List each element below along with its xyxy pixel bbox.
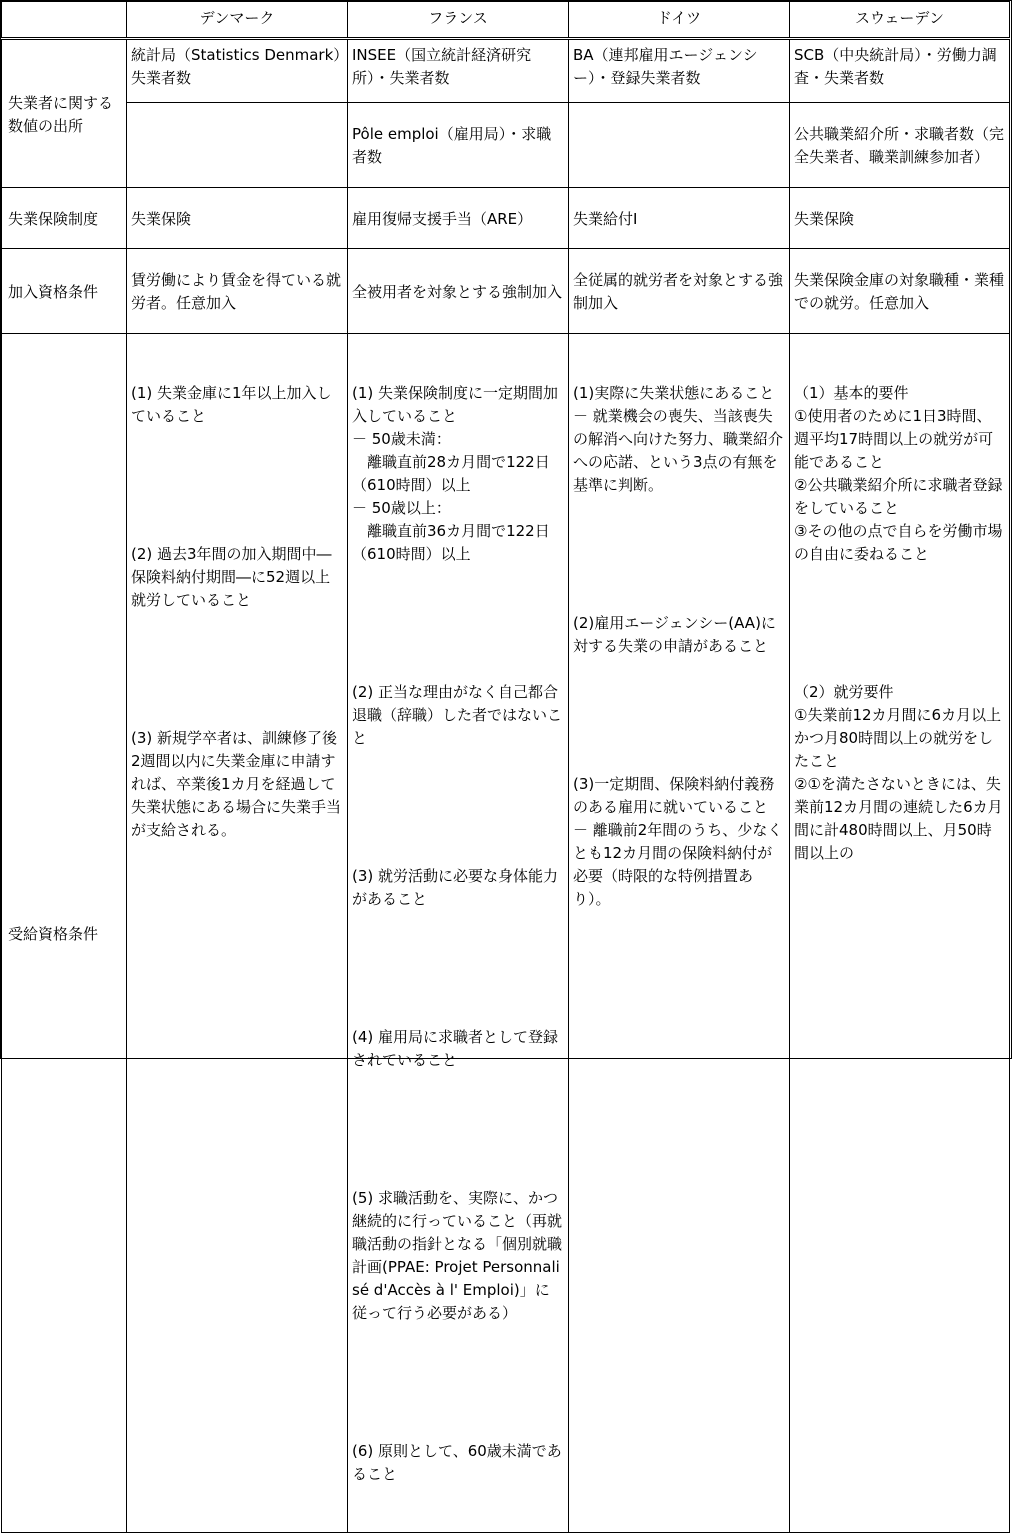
cell-insurance-germany: 失業給付Ⅰ [569, 188, 790, 249]
header-germany: ドイツ [569, 2, 790, 39]
row-label-benefit: 受給資格条件 [2, 334, 127, 1533]
cell-source-sweden-a: SCB（中央統計局）・労働力調査・失業者数 [790, 39, 1010, 103]
cell-enrollment-france: 全被用者を対象とする強制加入 [348, 249, 569, 334]
benefit-france-item: (5) 求職活動を、実際に、かつ継続的に行っていること（再就職活動の指針となる「個別就職計画(PPAE: Projet Personnalisé d'Accès à l' Emploi)」に従って行う必要がある） [352, 1189, 563, 1322]
benefit-sweden-item: （2）就労要件 ①失業前12カ月間に6カ月以上かつ月80時間以上の就労をしたこと ②①を満たさないときには、失業前12カ月間の連続した6カ月間に計480時間以上、月50時間以上の [794, 683, 1003, 862]
cell-source-france-b: Pôle emploi（雇用局）・求職者数 [348, 103, 569, 188]
benefit-france-item: (3) 就労活動に必要な身体能力があること [352, 867, 559, 908]
benefit-france-item: (1) 失業保険制度に一定期間加入していること － 50歳未満： 離職直前28カ月間で122日（610時間）以上 － 50歳以上： 離職直前36カ月間で122日（610時間）以上 [352, 384, 559, 563]
header-corner-cell [2, 2, 127, 39]
benefit-denmark-item: (1) 失業金庫に1年以上加入していること [131, 384, 332, 425]
row-label-source: 失業者に関する数値の出所 [2, 39, 127, 188]
table-row-enrollment [2, 249, 1010, 334]
unemployment-insurance-comparison-table [1, 1, 1010, 1533]
cell-source-france-a: INSEE（国立統計経済研究所）・失業者数 [348, 39, 569, 103]
cell-insurance-sweden: 失業保険 [790, 188, 1010, 249]
cell-benefit-denmark [127, 334, 348, 1533]
cell-source-denmark-b [127, 103, 348, 188]
cell-enrollment-germany: 全従属的就労者を対象とする強制加入 [569, 249, 790, 334]
cell-source-germany-b [569, 103, 790, 188]
row-label-enrollment: 加入資格条件 [2, 249, 127, 334]
benefit-france-item: (4) 雇用局に求職者として登録されていること [352, 1028, 559, 1069]
cell-source-germany: BA（連邦雇用エージェンシー）・登録失業者数 [569, 39, 790, 103]
table-row-benefit [2, 334, 1010, 1533]
benefit-denmark-item: (3) 新規学卒者は、訓練修了後2週間以内に失業金庫に申請すれば、卒業後1カ月を経過して失業状態にある場合に失業手当が支給される。 [131, 729, 342, 839]
cell-benefit-france [348, 334, 569, 1533]
cell-benefit-sweden [790, 334, 1010, 1533]
cell-insurance-denmark: 失業保険 [127, 188, 348, 249]
benefit-germany-item: (3)一定期間、保険料納付義務のある雇用に就いていること － 離職前2年間のうち、少なくとも12カ月間の保険料納付が必要（時限的な特例措置あり）。 [573, 775, 783, 908]
benefit-germany-item: (2)雇用エージェンシー(AA)に対する失業の申請があること [573, 614, 776, 655]
benefit-france-item: (6) 原則として、60歳未満であること [352, 1442, 562, 1483]
table-row-insurance [2, 188, 1010, 249]
header-france: フランス [348, 2, 569, 39]
benefit-denmark-item: (2) 過去3年間の加入期間中―保険料納付期間―に52週以上就労していること [131, 545, 332, 609]
cell-insurance-france: 雇用復帰支援手当（ARE） [348, 188, 569, 249]
table-row-source-b [2, 103, 1010, 188]
header-denmark: デンマーク [127, 2, 348, 39]
header-row [2, 2, 1010, 39]
cell-source-denmark: 統計局（Statistics Denmark）失業者数 [127, 39, 348, 103]
cell-benefit-germany [569, 334, 790, 1533]
cell-enrollment-sweden: 失業保険金庫の対象職種・業種での就労。任意加入 [790, 249, 1010, 334]
table-row-source-a [2, 39, 1010, 103]
cell-enrollment-denmark: 賃労働により賃金を得ている就労者。任意加入 [127, 249, 348, 334]
row-label-insurance: 失業保険制度 [2, 188, 127, 249]
header-sweden: スウェーデン [790, 2, 1010, 39]
benefit-france-item: (2) 正当な理由がなく自己都合退職（辞職）した者ではないこと [352, 683, 563, 747]
benefit-germany-item: (1)実際に失業状態にあること － 就業機会の喪失、当該喪失の解消へ向けた努力、職業紹介への応諾、という3点の有無を基準に判断。 [573, 384, 784, 494]
cell-source-sweden-b: 公共職業紹介所・求職者数（完全失業者、職業訓練参加者） [790, 103, 1010, 188]
benefit-sweden-item: （1）基本的要件 ①使用者のために1日3時間、週平均17時間以上の就労が可能であること ②公共職業紹介所に求職者登録をしていること ③その他の点で自らを労働市場の自由に委ねること [794, 384, 1003, 563]
